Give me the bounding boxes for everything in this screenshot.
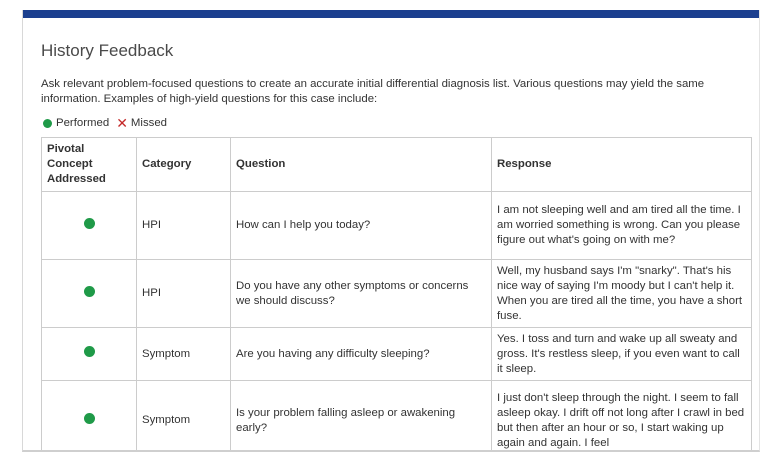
table-row [42,260,752,328]
category-cell: HPI [137,192,231,260]
question-cell: Is your problem falling asleep or awakening early? [231,381,492,453]
status-cell [42,328,137,381]
intro-text: Ask relevant problem-focused questions to create an accurate initial differential diagnosis list. Various questions may yield the same information. Examples of high-yield questions for this case include: [41,78,705,105]
performed-dot-icon [84,346,95,357]
feedback-table-container [41,137,751,452]
table-header-row [42,138,752,192]
status-cell [42,381,137,453]
response-cell: Yes. I toss and turn and wake up all sweaty and gross. It's restless sleep, if you even want to call it sleep. [492,328,752,381]
response-cell: Well, my husband says I'm "snarky". That's his nice way of saying I'm moody but I can't help it. When you are tired all the time, you have a short fuse. [492,260,752,328]
performed-dot-icon [43,119,52,128]
performed-dot-icon [84,413,95,424]
status-cell [42,192,137,260]
header-pivotal-concept: Pivotal Concept Addressed [42,138,137,192]
feedback-table [41,137,752,452]
header-question: Question [231,138,492,192]
header-response: Response [492,138,752,192]
question-cell: How can I help you today? [231,192,492,260]
panel-top-bar [23,10,759,18]
table-row [42,328,752,381]
category-cell: Symptom [137,328,231,381]
performed-dot-icon [84,286,95,297]
page-title: History Feedback [41,41,174,60]
response-cell: I just don't sleep through the night. I seem to fall asleep okay. I drift off not long after I crawl in bed but then after an hour or so, I start waking up again and again. I feel [492,381,752,453]
header-category: Category [137,138,231,192]
history-feedback-panel [22,10,760,452]
legend [43,114,168,131]
response-cell: I am not sleeping well and am tired all the time. I am worried something is wrong. Can you please figure out what's going on with me? [492,192,752,260]
status-cell [42,260,137,328]
legend-missed-label: Missed [130,117,168,129]
category-cell: HPI [137,260,231,328]
question-cell: Do you have any other symptoms or concerns we should discuss? [231,260,492,328]
category-cell: Symptom [137,381,231,453]
performed-dot-icon [84,218,95,229]
table-row [42,381,752,453]
question-cell: Are you having any difficulty sleeping? [231,328,492,381]
missed-x-icon: ✕ [116,114,128,131]
table-row [42,192,752,260]
legend-performed-label: Performed [56,117,110,129]
